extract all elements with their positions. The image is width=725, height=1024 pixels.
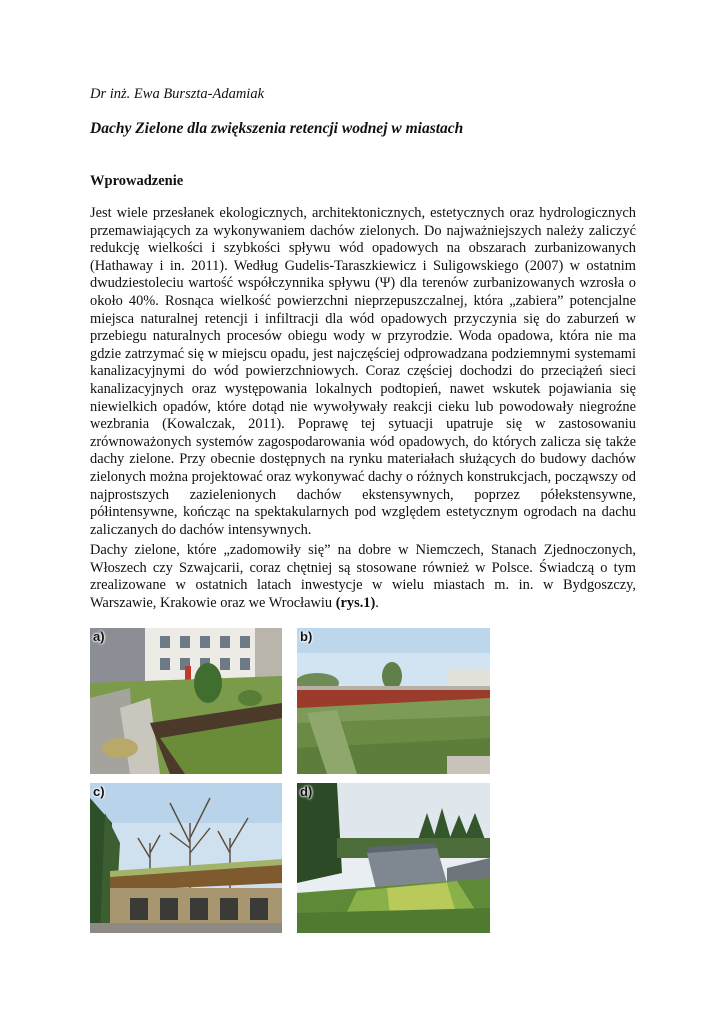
photo-d bbox=[297, 783, 490, 933]
photo-a bbox=[90, 628, 282, 774]
photo-a-label: a) bbox=[93, 629, 105, 644]
photo-c-label: c) bbox=[93, 784, 105, 799]
document-title: Dachy Zielone dla zwiększenia retencji wodnej w miastach bbox=[90, 120, 464, 137]
photo-b-image bbox=[297, 628, 490, 774]
paragraph-1: Jest wiele przesłanek ekologicznych, architektonicznych, estetycznych oraz hydrologicznych przemawiających za wykonywaniem dachów zielonych. Do najważniejszych należy zaliczyć redukcję wielkości i szybkości spływu wód opadowych na obszarach zurbanizowanych (Hathaway i in. 2011). Według Gudelis-Taraszkiewicz i Suligowskiego (2007) w ostatnim dwudziestoleciu wartość współczynnika spływu (Ψ) dla terenów zurbanizowanych wzrosła o około 40%. Rosnąca wielkość powierzchni nieprzepuszczalnej, która „zabiera” potencjalne miejsca naturalnej retencji i infiltracji dla wód opadowych przyczynia się do zaburzeń w przebiegu naturalnych procesów obiegu wody w przyrodzie. Woda opadowa, która nie ma gdzie zatrzymać się w miejscu opadu, jest najczęściej odprowadzana podziemnymi systemami kanalizacyjnymi do wód powierzchniowych. Coraz częściej dochodzi do przeciążeń sieci kanalizacyjnych oraz występowania lokalnych podtopień, nawet wskutek pojawiania się niewielkich opadów, które dotąd nie wywoływały reakcji cieku lub powodowały niegroźne wezbrania (Kowalczak, 2011). Poprawę tej sytuacji upatruje się w zastosowaniu zrównoważonych systemów zagospodarowania wód opadowych, do których zalicza się także dachy zielone. Przy obecnie dostępnych na rynku materiałach służących do budowy dachów zielonych można projektować oraz wykonywać dachy o różnych konstrukcjach, począwszy od najprostszych zazielenionych dachów ekstensywnych, poprzez półekstensywne, półintensywne, kończąc na spektakularnych pod względem estetycznym ogrodach na dachu zaliczanych do dachów intensywnych. bbox=[90, 205, 636, 538]
photo-d-image bbox=[297, 783, 490, 933]
photo-b-label: b) bbox=[300, 629, 313, 644]
figure-1 bbox=[90, 628, 490, 933]
photo-c-image bbox=[90, 783, 282, 933]
photo-b bbox=[297, 628, 490, 774]
photo-c bbox=[90, 783, 282, 933]
photo-d-label: d) bbox=[300, 784, 313, 799]
paragraph-2 bbox=[90, 542, 636, 612]
paragraph-2-text: Dachy zielone, które „zadomowiły się” na dobre w Niemczech, Stanach Zjednoczonych, Włoszech czy Szwajcarii, coraz chętniej są stosowane również w Polsce. Świadczą o tym zrealizowane w ostatnich latach inwestycje w wielu miastach m. in. w Bydgoszczy, Warszawie, Krakowie oraz we Wrocławiu bbox=[90, 542, 636, 611]
figure-reference: (rys.1) bbox=[335, 594, 376, 611]
author-line: Dr inż. Ewa Burszta-Adamiak bbox=[90, 86, 264, 102]
section-heading: Wprowadzenie bbox=[90, 173, 184, 189]
paragraph-2-end: . bbox=[375, 594, 379, 611]
photo-a-image bbox=[90, 628, 282, 774]
